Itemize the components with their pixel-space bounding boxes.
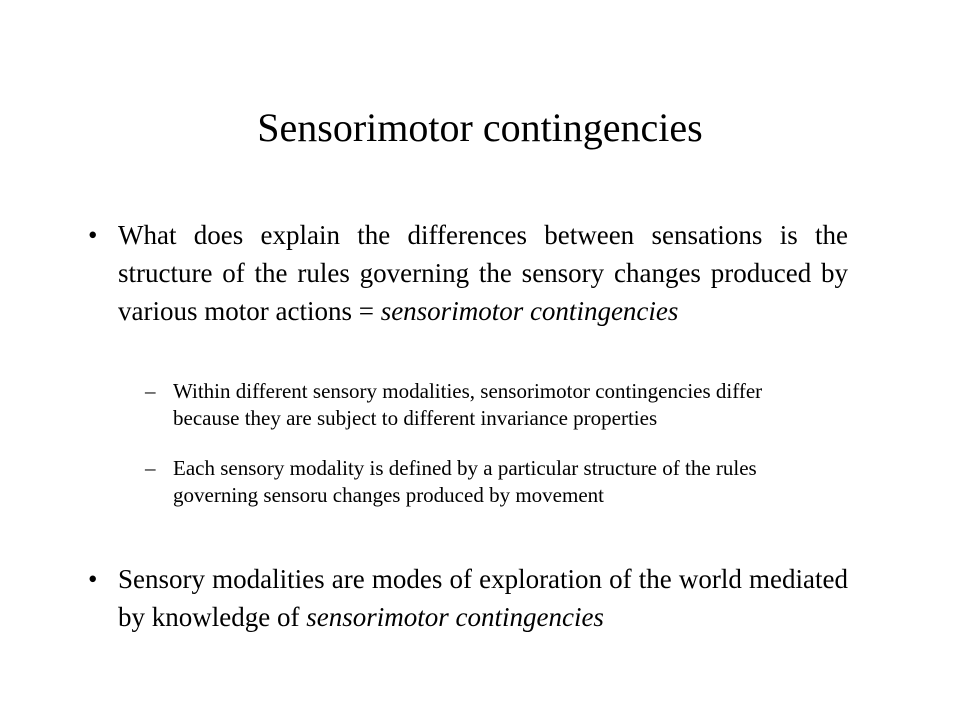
sub-bullet-marker: – — [145, 456, 156, 480]
bullet-marker: • — [88, 220, 98, 250]
bullet-text-prefix: Sensory modalities are modes of exploration of the world mediated by knowledge of — [118, 564, 848, 632]
bullet-text-italic: sensorimotor contingencies — [380, 296, 679, 326]
bullet-text-italic: sensorimotor contingencies — [306, 602, 604, 632]
bullet-item — [88, 560, 848, 636]
bullet-item — [88, 216, 848, 330]
bullet-text — [118, 560, 848, 636]
sub-bullet-text: Each sensory modality is defined by a particular structure of the rules governing sensoru changes produced by movement — [173, 456, 757, 507]
sub-bullet-item — [145, 455, 825, 509]
sub-bullet-item — [145, 378, 825, 432]
slide-title: Sensorimotor contingencies — [257, 105, 703, 150]
bullet-marker: • — [88, 564, 98, 594]
sub-bullet-marker: – — [145, 379, 156, 403]
sub-bullet-text: Within different sensory modalities, sensorimotor contingencies differ because they are subject to different invariance properties — [173, 379, 763, 430]
bullet-text — [118, 216, 848, 330]
bullet-text-prefix: What does explain the differences between sensations is the structure of the rules governing the sensory changes produced by various motor actions = — [118, 220, 848, 326]
